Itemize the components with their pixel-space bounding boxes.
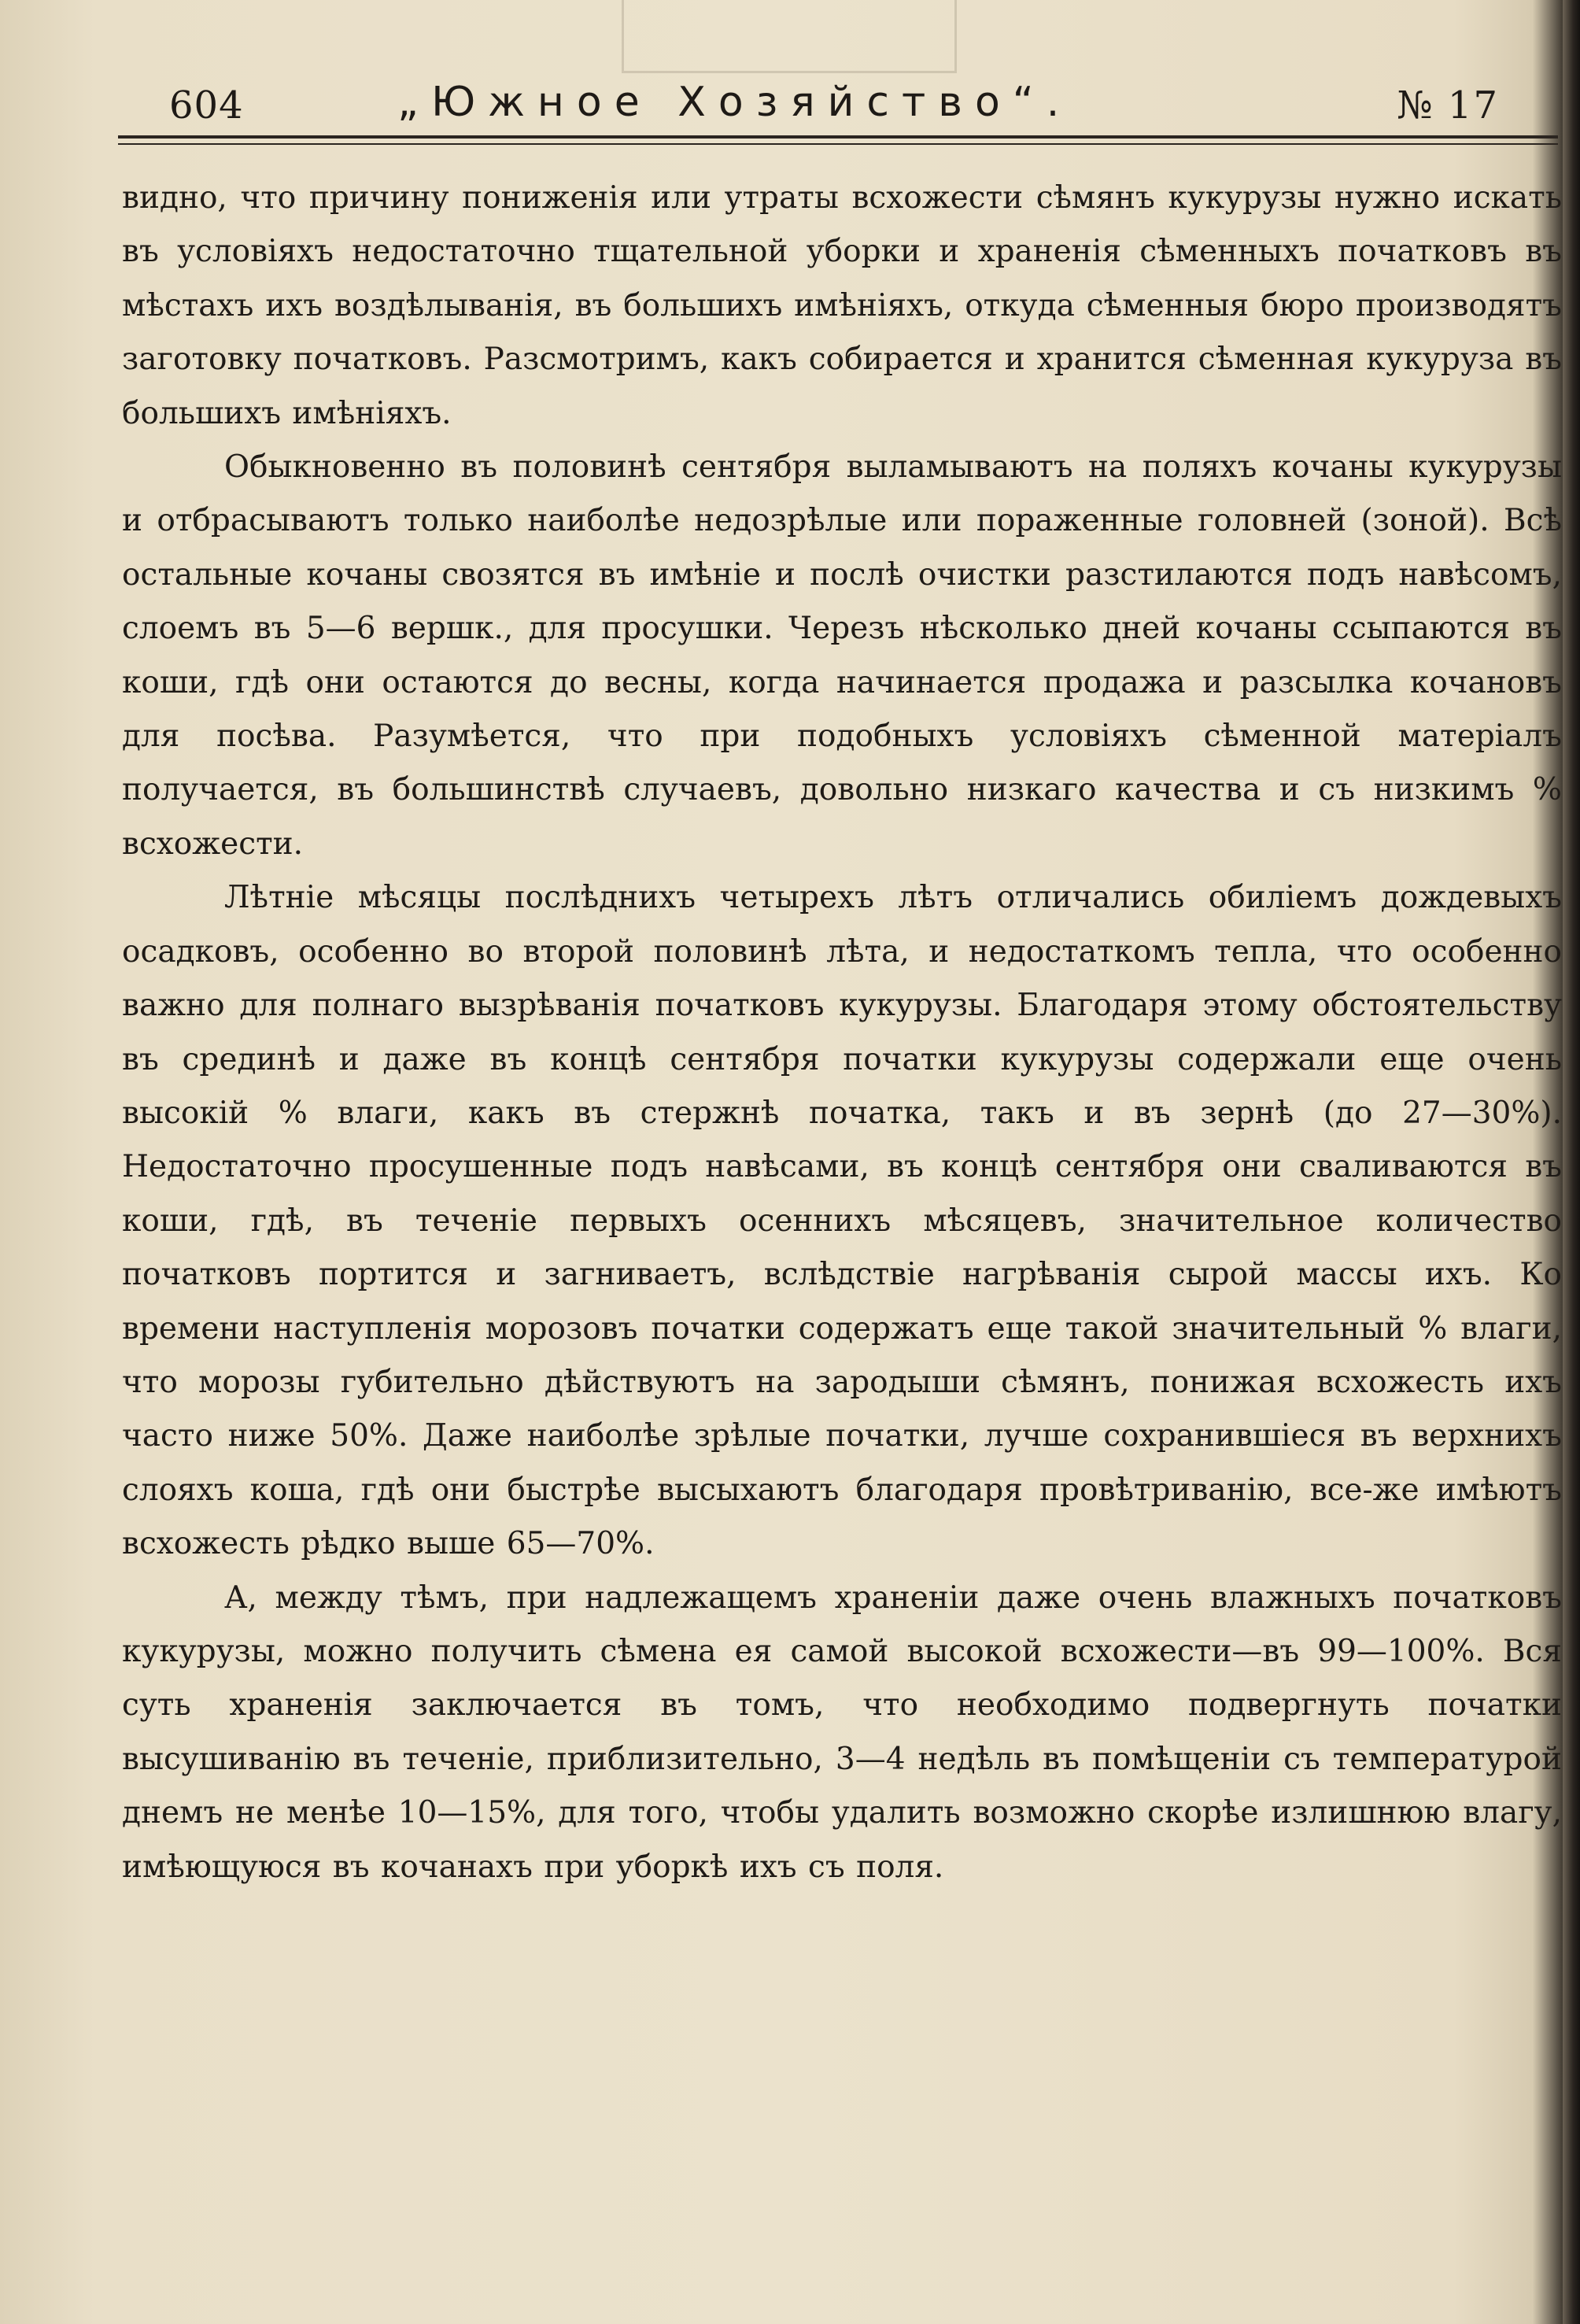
body-text xyxy=(122,172,1562,1894)
page-number: 604 xyxy=(169,83,244,127)
header-rule-thin xyxy=(118,143,1558,145)
journal-title: „Южное Хозяйство“. xyxy=(397,79,1072,126)
paragraph-summer-months: Лѣтніе мѣсяцы послѣднихъ четырехъ лѣтъ отличались обиліемъ дождевыхъ осадковъ, особенно во второй половинѣ лѣта, и недостаткомъ тепла, что особенно важно для полнаго вызрѣванія початковъ кукурузы. Благодаря этому обстоятельству въ срединѣ и даже въ концѣ сентября початки кукурузы содержали еще очень высокій % влаги, какъ въ стержнѣ початка, такъ и въ зернѣ (до 27—30%). Недостаточно просушенные подъ навѣсами, въ концѣ сентября они сваливаются въ коши, гдѣ, въ теченіе первыхъ осеннихъ мѣсяцевъ, значительное количество початковъ портится и загниваетъ, вслѣдствіе нагрѣванія сырой массы ихъ. Ко времени наступленія морозовъ початки содержатъ еще такой значительный % влаги, что морозы губительно дѣйствуютъ на зародыши сѣмянъ, понижая всхожесть ихъ часто ниже 50%. Даже наиболѣе зрѣлые початки, лучше сохранившіеся въ верхнихъ слояхъ коша, гдѣ они быстрѣе высыхаютъ благодаря провѣтриванію, все-же имѣютъ всхожесть рѣдко выше 65—70%. xyxy=(122,880,1562,1562)
library-stamp xyxy=(622,0,957,73)
paragraph-proper-storage: А, между тѣмъ, при надлежащемъ храненіи даже очень влажныхъ початковъ кукурузы, можно получить сѣмена ея самой высокой всхожести—въ 99—100%. Вся суть храненія заключается въ томъ, что необходимо подвергнуть початки высушиванію въ теченіе, приблизительно, 3—4 недѣль въ помѣщеніи съ температурой днемъ не менѣе 10—15%, для того, чтобы удалить возможно скорѣе излишнюю влагу, имѣющуюся въ кочанахъ при уборкѣ ихъ съ поля. xyxy=(122,1580,1562,1885)
paragraph-continuation: видно, что причину пониженія или утраты всхожести сѣмянъ кукурузы нужно искать въ условіяхъ недостаточно тщательной уборки и храненія сѣменныхъ початковъ въ мѣстахъ ихъ воздѣлыванія, въ большихъ имѣніяхъ, откуда сѣменныя бюро производятъ заготовку початковъ. Разсмотримъ, какъ собирается и хранится сѣменная кукуруза въ большихъ имѣніяхъ. xyxy=(122,180,1562,431)
issue-number: № 17 xyxy=(1397,83,1499,127)
running-header xyxy=(169,79,1499,134)
paragraph-harvest: Обыкновенно въ половинѣ сентября выламываютъ на поляхъ кочаны кукурузы и отбрасываютъ только наиболѣе недозрѣлые или пораженные головней (зоной). Всѣ остальные кочаны свозятся въ имѣніе и послѣ очистки разстилаются подъ навѣсомъ, слоемъ въ 5—6 вершк., для просушки. Черезъ нѣсколько дней кочаны ссыпаются въ коши, гдѣ они остаются до весны, когда начинается продажа и разсылка кочановъ для посѣва. Разумѣется, что при подобныхъ условіяхъ сѣменной матеріалъ получается, въ большинствѣ случаевъ, довольно низкаго качества и съ низкимъ % всхожести. xyxy=(122,449,1562,862)
header-rule-thick xyxy=(118,135,1558,139)
